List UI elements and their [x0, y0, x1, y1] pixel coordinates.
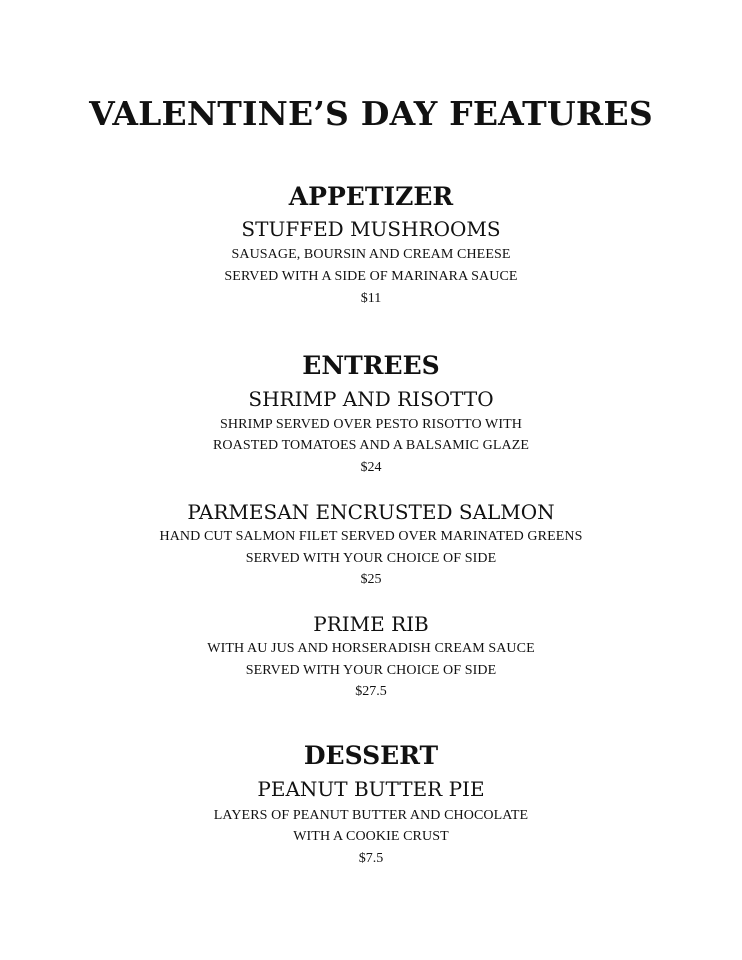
menu-item-description-line: SERVED WITH A SIDE OF MARINARA SAUCE: [224, 269, 518, 284]
menu-item-price: $25: [360, 572, 382, 587]
menu-item-price: $24: [360, 460, 382, 475]
section-heading-entrees: ENTREES: [302, 351, 440, 380]
menu-item-price: $7.5: [358, 851, 384, 866]
page-title: VALENTINE’S DAY FEATURES: [89, 94, 653, 133]
menu-item-description-line: SHRIMP SERVED OVER PESTO RISOTTO WITH: [220, 417, 522, 432]
menu-item-description-line: SERVED WITH YOUR CHOICE OF SIDE: [245, 663, 497, 678]
menu-item-name: STUFFED MUSHROOMS: [241, 217, 501, 241]
menu-item-description-line: SERVED WITH YOUR CHOICE OF SIDE: [245, 551, 497, 566]
menu-item-description-line: ROASTED TOMATOES AND A BALSAMIC GLAZE: [212, 438, 529, 453]
menu-item-description-line: LAYERS OF PEANUT BUTTER AND CHOCOLATE: [213, 808, 529, 823]
section-heading-dessert: DESSERT: [303, 741, 439, 770]
menu-item-description-line: SAUSAGE, BOURSIN AND CREAM CHEESE: [231, 247, 511, 262]
section-heading-appetizer: APPETIZER: [288, 182, 454, 211]
menu-item-name: PRIME RIB: [313, 612, 429, 636]
menu-item-name: SHRIMP AND RISOTTO: [248, 387, 494, 411]
menu-item-description-line: WITH AU JUS AND HORSERADISH CREAM SAUCE: [207, 641, 535, 656]
menu-item-price: $11: [360, 291, 382, 306]
menu-item-price: $27.5: [355, 684, 387, 699]
menu-item-description-line: WITH A COOKIE CRUST: [293, 829, 449, 844]
menu-item-description-line: HAND CUT SALMON FILET SERVED OVER MARINATED GREENS: [159, 529, 583, 544]
menu-item-name: PARMESAN ENCRUSTED SALMON: [187, 500, 555, 524]
menu-item-name: PEANUT BUTTER PIE: [257, 777, 485, 801]
